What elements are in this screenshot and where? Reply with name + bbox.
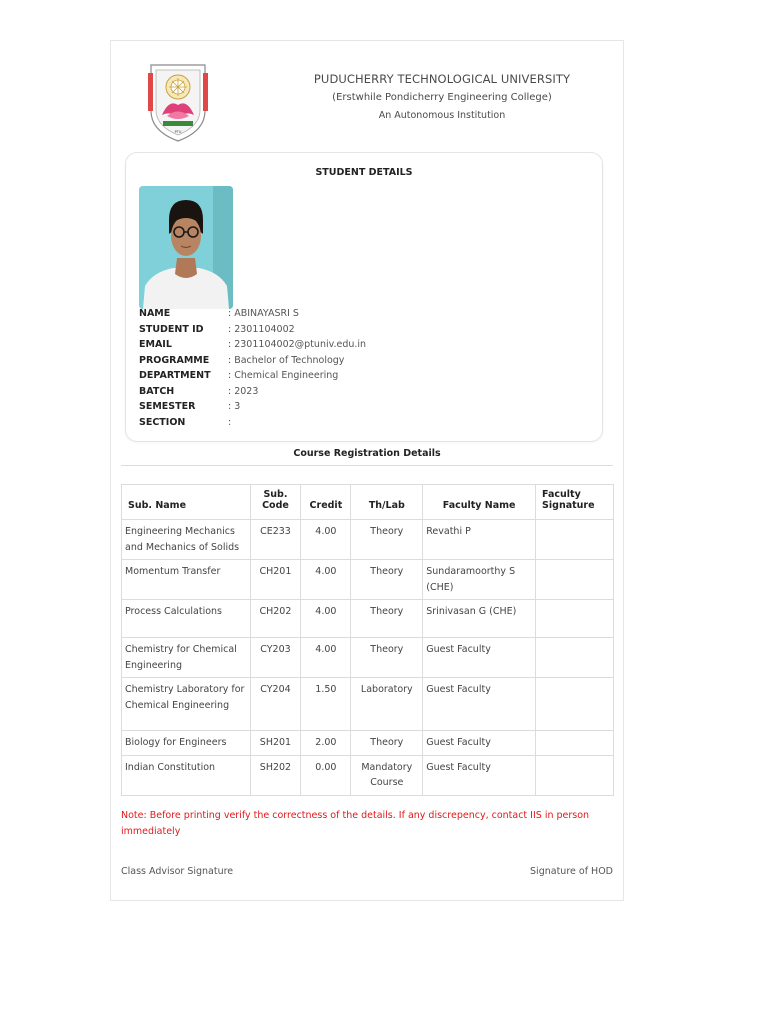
column-header-th-lab: Th/Lab xyxy=(351,485,423,520)
cell-faculty-signature xyxy=(536,520,614,560)
cell-th-lab: Theory xyxy=(351,731,423,756)
info-label: STUDENT ID xyxy=(139,323,204,335)
cell-credit: 4.00 xyxy=(301,560,351,600)
cell-sub-name: Indian Constitution xyxy=(122,755,251,795)
info-label: EMAIL xyxy=(139,339,172,350)
course-registration-title: Course Registration Details xyxy=(121,448,613,466)
cell-faculty-signature xyxy=(536,560,614,600)
cell-sub-code: CH202 xyxy=(250,600,301,638)
cell-th-lab: Theory xyxy=(351,560,423,600)
cell-th-lab: Mandatory Course xyxy=(351,755,423,795)
verification-note: Note: Before printing verify the correctness of the details. If any discrepency, contact IIS in person immediately xyxy=(121,810,590,837)
university-status: An Autonomous Institution xyxy=(378,110,506,121)
cell-faculty-name: Srinivasan G (CHE) xyxy=(423,600,536,638)
table-row xyxy=(122,755,614,795)
class-advisor-signature-label: Class Advisor Signature xyxy=(121,866,234,877)
student-info-list xyxy=(139,306,366,430)
cell-faculty-name: Guest Faculty xyxy=(423,638,536,678)
cell-sub-code: SH202 xyxy=(250,755,301,795)
info-value: : 2301104002 xyxy=(228,323,295,335)
hod-signature-label: Signature of HOD xyxy=(530,866,613,877)
university-former-name: (Erstwhile Pondicherry Engineering College) xyxy=(332,92,552,103)
cell-sub-code: CY204 xyxy=(250,678,301,731)
cell-th-lab: Laboratory xyxy=(351,678,423,731)
column-header-credit: Credit xyxy=(301,485,351,520)
cell-sub-code: SH201 xyxy=(250,731,301,756)
cell-faculty-name: Revathi P xyxy=(423,520,536,560)
info-row-email xyxy=(139,337,366,353)
cell-th-lab: Theory xyxy=(351,600,423,638)
info-value: : xyxy=(228,416,232,428)
table-row xyxy=(122,731,614,756)
student-details-title: STUDENT DETAILS xyxy=(315,167,413,178)
info-label: PROGRAMME xyxy=(139,354,210,366)
cell-sub-name: Engineering Mechanics and Mechanics of Solids xyxy=(122,520,251,560)
table-row xyxy=(122,600,614,638)
cell-sub-code: CY203 xyxy=(250,638,301,678)
cell-sub-code: CE233 xyxy=(250,520,301,560)
info-value: : 2023 xyxy=(228,385,259,397)
info-label: DEPARTMENT xyxy=(139,370,211,381)
table-row xyxy=(122,678,614,731)
info-row-programme xyxy=(139,353,366,369)
info-row-section xyxy=(139,415,366,431)
svg-text:PTU: PTU xyxy=(174,130,182,134)
cell-sub-name: Momentum Transfer xyxy=(122,560,251,600)
cell-credit: 1.50 xyxy=(301,678,351,731)
cell-faculty-signature xyxy=(536,600,614,638)
cell-sub-name: Process Calculations xyxy=(122,600,251,638)
registration-sheet xyxy=(110,40,624,901)
column-header-sub-name: Sub. Name xyxy=(122,485,251,520)
info-label: BATCH xyxy=(139,385,175,397)
table-row xyxy=(122,520,614,560)
cell-credit: 4.00 xyxy=(301,638,351,678)
table-header-row xyxy=(122,485,614,520)
table-row xyxy=(122,638,614,678)
cell-faculty-name: Sundaramoorthy S (CHE) xyxy=(423,560,536,600)
column-header-sub-code: Sub. Code xyxy=(250,485,301,520)
info-value: : ABINAYASRI S xyxy=(228,308,299,319)
cell-faculty-name: Guest Faculty xyxy=(423,755,536,795)
info-value: : 3 xyxy=(228,401,241,412)
cell-credit: 2.00 xyxy=(301,731,351,756)
course-table xyxy=(121,484,614,796)
cell-faculty-signature xyxy=(536,755,614,795)
info-row-department xyxy=(139,368,366,384)
cell-sub-code: CH201 xyxy=(250,560,301,600)
info-label: SECTION xyxy=(139,416,186,428)
cell-faculty-signature xyxy=(536,678,614,731)
info-value: : 2301104002@ptuniv.edu.in xyxy=(228,339,367,350)
cell-faculty-name: Guest Faculty xyxy=(423,678,536,731)
info-label: SEMESTER xyxy=(139,401,196,412)
info-row-student-id xyxy=(139,322,366,338)
cell-faculty-signature xyxy=(536,731,614,756)
cell-faculty-signature xyxy=(536,638,614,678)
column-header-faculty-signature: Faculty Signature xyxy=(536,485,614,520)
table-row xyxy=(122,560,614,600)
info-row-semester xyxy=(139,399,366,415)
column-header-faculty-name: Faculty Name xyxy=(423,485,536,520)
student-details-card xyxy=(125,152,603,442)
info-value: : Bachelor of Technology xyxy=(228,354,345,366)
info-row-batch xyxy=(139,384,366,400)
cell-credit: 0.00 xyxy=(301,755,351,795)
university-name: PUDUCHERRY TECHNOLOGICAL UNIVERSITY xyxy=(313,72,571,86)
cell-sub-name: Chemistry Laboratory for Chemical Engineering xyxy=(122,678,251,731)
cell-faculty-name: Guest Faculty xyxy=(423,731,536,756)
cell-sub-name: Biology for Engineers xyxy=(122,731,251,756)
cell-th-lab: Theory xyxy=(351,638,423,678)
info-label: NAME xyxy=(139,308,171,319)
info-value: : Chemical Engineering xyxy=(228,370,339,381)
cell-th-lab: Theory xyxy=(351,520,423,560)
cell-credit: 4.00 xyxy=(301,520,351,560)
cell-credit: 4.00 xyxy=(301,600,351,638)
student-photo xyxy=(139,186,233,309)
cell-sub-name: Chemistry for Chemical Engineering xyxy=(122,638,251,678)
info-row-name xyxy=(139,306,366,322)
